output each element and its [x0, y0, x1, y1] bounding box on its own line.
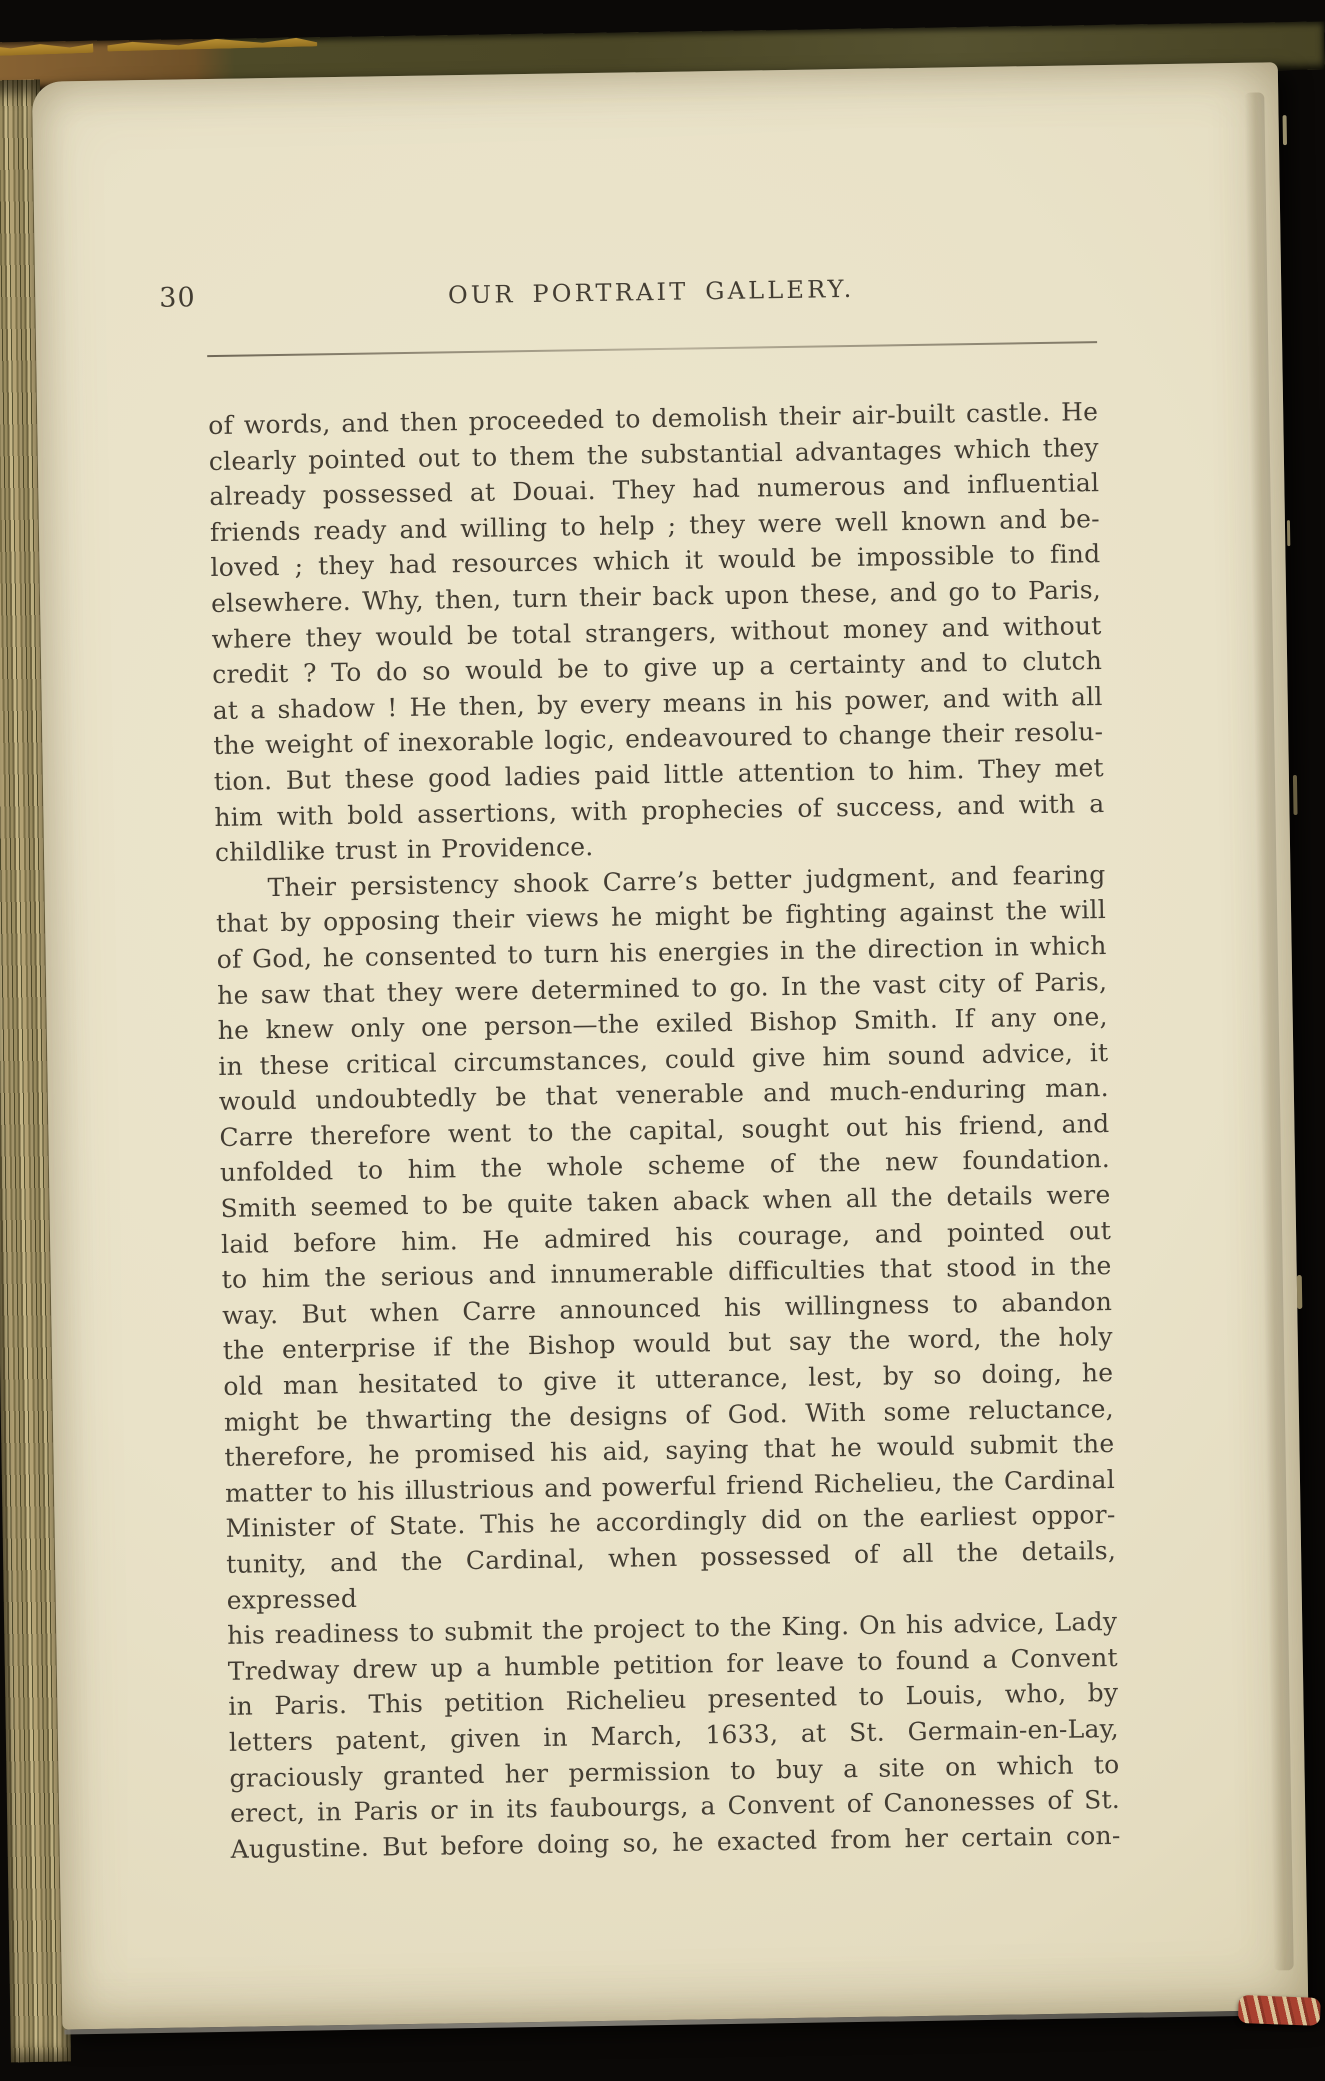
- page-edge-glint: [1297, 1275, 1303, 1309]
- gold-tape-fragment: [0, 42, 94, 57]
- text-line: Carre therefore went to the capital, sought out his friend, and: [219, 1108, 1110, 1152]
- binding-tailband: [1238, 1995, 1321, 2026]
- text-line: old man hesitated to give it utterance, lest, by so doing, he: [223, 1357, 1114, 1401]
- book-page: [32, 62, 1308, 2029]
- text-line: friends ready and willing to help ; they were well known and be-: [209, 503, 1101, 547]
- text-line: he saw that they were determined to go. In the vast city of Paris,: [217, 966, 1108, 1010]
- text-line: clearly pointed out to them the substantial advantages which they: [208, 432, 1099, 476]
- text-line: his readiness to submit the project to the King. On his advice, Lady: [227, 1607, 1118, 1651]
- text-line: he knew only one person—the exiled Bishop Smith. If any one,: [217, 1002, 1108, 1046]
- text-line: already possessed at Douai. They had numerous and influential: [209, 468, 1100, 512]
- text-line: to him the serious and innumerable difficulties that stood in the: [221, 1251, 1112, 1295]
- page-edge-glint: [1283, 115, 1287, 145]
- text-line: erect, in Paris or in its faubourgs, a Convent of Canonesses of St.: [229, 1785, 1121, 1829]
- text-line: childlike trust in Providence.: [214, 832, 594, 868]
- text-line: matter to his illustrious and powerful friend Richelieu, the Cardinal: [224, 1464, 1116, 1508]
- text-line: where they would be total strangers, without money and without: [211, 610, 1102, 654]
- page-edge-glint: [1287, 520, 1290, 546]
- text-line: of God, he consented to turn his energies in the direction in which: [216, 930, 1107, 974]
- text-line: loved ; they had resources which it would be impossible to find: [210, 539, 1101, 583]
- text-line: unfolded to him the whole scheme of the new foundation.: [219, 1144, 1111, 1188]
- text-line: tunity, and the Cardinal, when possessed of all the details, expressed: [225, 1535, 1117, 1615]
- text-line: elsewhere. Why, then, turn their back upon these, and go to Paris,: [210, 575, 1102, 619]
- gold-tape-fragment: [107, 36, 317, 51]
- header-rule: [207, 341, 1097, 357]
- text-line: him with bold assertions, with prophecies of success, and with a: [214, 788, 1105, 832]
- text-line: Tredway drew up a humble petition for leave to found a Convent: [227, 1642, 1118, 1686]
- text-line: laid before him. He admired his courage, and pointed out: [220, 1215, 1112, 1259]
- page-number: 30: [159, 282, 196, 314]
- text-line: that by opposing their views he might be fighting against the will: [215, 895, 1107, 939]
- text-line: the weight of inexorable logic, endeavoured to change their resolu-: [213, 717, 1104, 761]
- text-line: Their persistency shook Carre’s better judgment, and fearing: [267, 859, 1106, 902]
- page-edge-glint: [1293, 775, 1298, 815]
- text-line: in Paris. This petition Richelieu presented to Louis, who, by: [228, 1678, 1119, 1722]
- paragraph: [215, 857, 1121, 1867]
- text-line: in these critical circumstances, could give him sound advice, it: [218, 1037, 1109, 1081]
- text-line: credit ? To do so would be to give up a certainty and to clutch: [211, 646, 1103, 690]
- text-line: letters patent, given in March, 1633, at St. Germain-en-Lay,: [228, 1713, 1120, 1757]
- text-line: therefore, he promised his aid, saying that he would submit the: [224, 1429, 1115, 1473]
- text-line: Minister of State. This he accordingly did on the earliest oppor-: [225, 1500, 1116, 1544]
- running-header: OUR PORTRAIT GALLERY.: [447, 274, 855, 310]
- body-text: [208, 394, 1121, 1867]
- text-line: graciously granted her permission to buy a site on which to: [229, 1749, 1120, 1793]
- paragraph: [208, 394, 1105, 871]
- text-line: would undoubtedly be that venerable and much-enduring man.: [218, 1073, 1110, 1117]
- text-line: Smith seemed to be quite taken aback when all the details were: [220, 1180, 1111, 1224]
- masthead: [159, 263, 1096, 314]
- text-line: of words, and then proceeded to demolish their air-built castle. He: [208, 397, 1099, 441]
- text-line: the enterprise if the Bishop would but say the word, the holy: [222, 1322, 1113, 1366]
- text-line: at a shadow ! He then, by every means in his power, and with all: [212, 681, 1103, 725]
- text-line: way. But when Carre announced his willingness to abandon: [222, 1286, 1113, 1330]
- text-line: Augustine. But before doing so, he exacted from her certain con-: [230, 1820, 1121, 1864]
- text-line: might be thwarting the designs of God. With some reluctance,: [223, 1393, 1115, 1437]
- text-line: tion. But these good ladies paid little attention to him. They met: [213, 752, 1105, 796]
- page-crease: [1244, 92, 1293, 1970]
